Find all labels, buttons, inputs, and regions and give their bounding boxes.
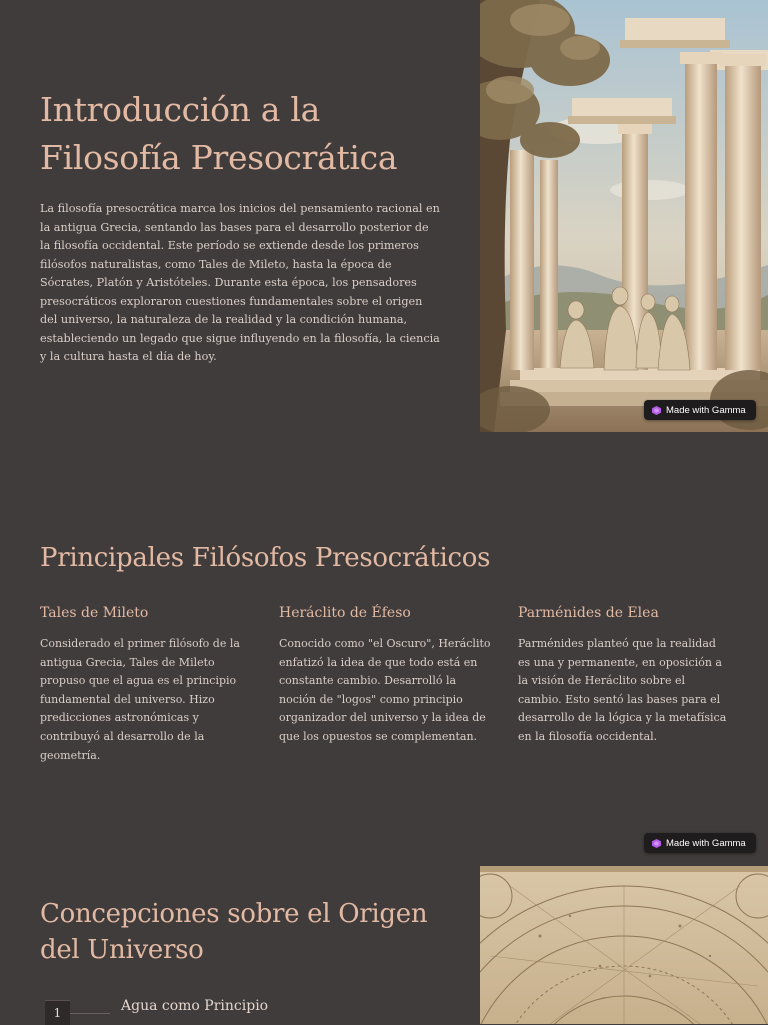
made-with-gamma-badge[interactable] xyxy=(644,833,756,853)
slide1-intro-paragraph: La filosofía presocrática marca los inicios del pensamiento racional en la antigua Grecia, sentando las bases para el desarrollo posterior de la filosofía occidental. Este período se extiende desde los primeros filósofos naturalistas, como Tales de Mileto, hasta la época de Sócrates, Platón y Aristóteles. Durante esta época, los pensadores presocráticos exploraron cuestiones fundamentales sobre el origen del universo, la naturaleza de la realidad y la condición humana, estableciendo un legado que sigue influyendo en la filosofía, la ciencia y la cultura hasta el día de hoy. xyxy=(40,202,440,363)
philosopher-description: Parménides planteó que la realidad es una y permanente, en oposición a la visión de Heráclito sobre el cambio. Esto sentó las bases para el desarrollo de la lógica y la metafísica en la filosofía occidental. xyxy=(518,637,727,743)
philosopher-card-tales xyxy=(40,603,252,765)
slide1-title-line2: Filosofía Presocrática xyxy=(40,138,398,177)
slide1-title-line1: Introducción a la xyxy=(40,90,320,129)
step-number: 1 xyxy=(45,1000,70,1025)
slide3-title-line2: del Universo xyxy=(40,935,204,965)
philosopher-card-parmenides xyxy=(518,603,730,747)
philosopher-name: Parménides de Elea xyxy=(518,605,659,621)
astronomical-chart-illustration xyxy=(480,866,768,1024)
made-with-gamma-badge[interactable] xyxy=(644,400,756,420)
badge-label: Made with Gamma xyxy=(666,837,746,849)
slide3-title-line1: Concepciones sobre el Origen xyxy=(40,899,428,929)
philosopher-card-heraclito xyxy=(279,603,491,747)
philosopher-name: Tales de Mileto xyxy=(40,605,149,621)
philosopher-description: Conocido como "el Oscuro", Heráclito enfatizó la idea de que todo está en constante cambio. Desarrolló la noción de "logos" como principio organizador del universo y la idea de que los opuestos se complementan. xyxy=(279,637,491,743)
gamma-logo-icon xyxy=(652,839,661,848)
step-label: Agua como Principio xyxy=(121,998,269,1014)
slide3-title xyxy=(40,896,460,968)
slide2-title: Principales Filósofos Presocráticos xyxy=(40,543,491,573)
badge-label: Made with Gamma xyxy=(666,404,746,416)
philosopher-name: Heráclito de Éfeso xyxy=(279,605,411,621)
slide1-title xyxy=(40,86,460,182)
philosopher-description: Considerado el primer filósofo de la antigua Grecia, Tales de Mileto propuso que el agua es el principio fundamental del universo. Hizo predicciones astronómicas y contribuyó al desarrollo de la geometría. xyxy=(40,637,240,762)
step-connector-line xyxy=(70,1013,110,1014)
gamma-logo-icon xyxy=(652,406,661,415)
greek-temple-illustration xyxy=(480,0,768,432)
